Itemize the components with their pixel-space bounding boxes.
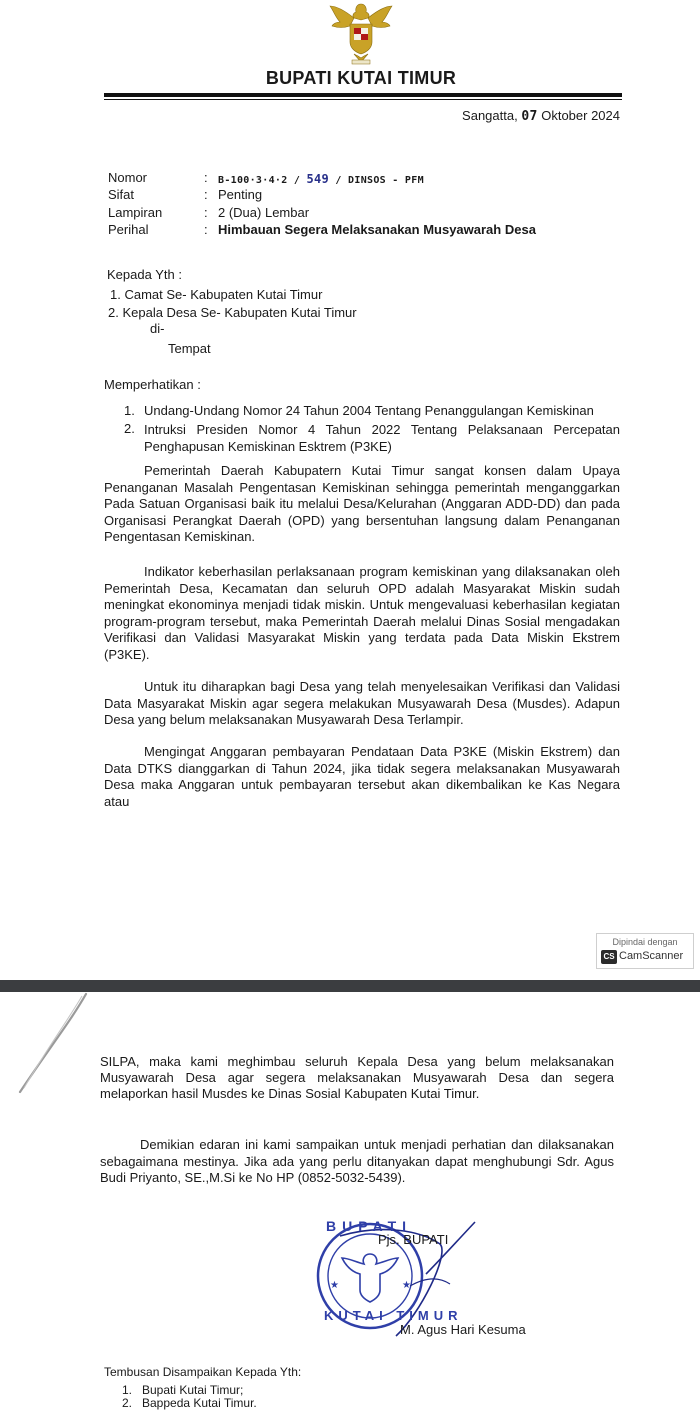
header-rule-thin bbox=[104, 99, 622, 100]
recipient-place: Tempat bbox=[168, 341, 211, 356]
meta-colon: : bbox=[204, 187, 208, 202]
signer-name: M. Agus Hari Kesuma bbox=[400, 1322, 526, 1337]
stamp-text-bottom: KUTAI TIMUR bbox=[324, 1308, 463, 1323]
page-divider bbox=[0, 980, 700, 992]
garuda-emblem-icon bbox=[326, 0, 396, 68]
header-rule-thick bbox=[104, 93, 622, 97]
cc-num: 1. bbox=[122, 1383, 133, 1397]
meta-value-perihal: Himbauan Segera Melaksanakan Musyawarah Desa bbox=[218, 222, 536, 237]
meta-colon: : bbox=[204, 205, 208, 220]
svg-text:★: ★ bbox=[330, 1280, 339, 1291]
handwritten-day: 07 bbox=[521, 109, 538, 124]
considering-item: Intruksi Presiden Nomor 4 Tahun 2022 Tentang Pelaksanaan Percepatan Penghapusan Kemiskinan Esktrem (P3KE) bbox=[144, 422, 620, 454]
cc-item: Bupati Kutai Timur; bbox=[142, 1383, 244, 1397]
place-date: Sangatta, 07 Oktober 2024 bbox=[462, 108, 620, 124]
considering-item: Undang-Undang Nomor 24 Tahun 2004 Tentang Penanggulangan Kemiskinan bbox=[144, 403, 594, 418]
stamp-text-top: BUPATI bbox=[326, 1218, 413, 1234]
closing-paragraph: Demikian edaran ini kami sampaikan untuk menjadi perhatian dan dilaksanakan sebagaimana mestinya. Jika ada yang perlu ditanyakan dapat menghubungi Sdr. Agus Budi Priyanto, SE.,M.Si ke No HP (0852-5032-5439). bbox=[100, 1137, 614, 1185]
recipient-item: 2. Kepala Desa Se- Kabupaten Kutai Timur bbox=[108, 305, 357, 320]
meta-value-lampiran: 2 (Dua) Lembar bbox=[218, 205, 310, 220]
meta-value-nomor: B-100·3·4·2 / 549 / DINSOS - PFM bbox=[218, 172, 424, 186]
scan-artifact-stroke-icon bbox=[10, 992, 90, 1102]
considering-num: 1. bbox=[124, 403, 135, 418]
meta-label-nomor: Nomor bbox=[108, 170, 148, 185]
continuation-paragraph: SILPA, maka kami meghimbau seluruh Kepala Desa yang belum melaksanakan Musyawarah Desa agar segera melaksanakan Musyawarah Desa dan segera melaporkan hasil Musdes ke Dinas Sosial Kabupaten Kutai Timur. bbox=[100, 1054, 614, 1101]
body-paragraph: Untuk itu diharapkan bagi Desa yang telah menyelesaikan Verifikasi dan Validasi Data Masyarakat Miskin agar segera melakukan Musyawarah Desa (Musdes). Adapun Desa yang belum melaksanakan Musyawarah Desa Terlampir. bbox=[104, 679, 620, 727]
svg-text:★: ★ bbox=[402, 1280, 411, 1291]
signer-title: Pjs. BUPATI bbox=[378, 1232, 449, 1247]
body-paragraph: Pemerintah Daerah Kabupatern Kutai Timur sangat konsen dalam Upaya Penanganan Masalah Pengentasan Kemiskinan sehingga pemerintah menganggarkan Pada Satuan Organisasi baik itu melalui Desa/Kelurahan (Anggaran ADD-DD) dan pada Organisasi Perangkat Daerah (OPD) yang bersentuhan langsung dalam Penanganan Pengentasan Kemiskinan. bbox=[104, 463, 620, 544]
camscanner-name: CamScanner bbox=[619, 950, 684, 962]
meta-label-perihal: Perihal bbox=[108, 222, 149, 237]
considering-heading: Memperhatikan : bbox=[104, 377, 201, 392]
cc-heading: Tembusan Disampaikan Kepada Yth: bbox=[104, 1365, 302, 1379]
recipient-heading: Kepada Yth : bbox=[107, 267, 182, 282]
camscanner-logo-icon: CS bbox=[601, 950, 617, 964]
camscanner-badge bbox=[596, 933, 694, 969]
meta-label-lampiran: Lampiran bbox=[108, 205, 163, 220]
considering-num: 2. bbox=[124, 421, 135, 436]
meta-colon: : bbox=[204, 170, 208, 185]
letter-heading: BUPATI KUTAI TIMUR bbox=[265, 68, 457, 88]
recipient-item: 1. Camat Se- Kabupaten Kutai Timur bbox=[110, 287, 323, 302]
camscanner-caption: Dipindai dengan bbox=[612, 937, 678, 947]
meta-colon: : bbox=[204, 222, 208, 237]
letter-page-2 bbox=[0, 992, 700, 1412]
cc-num: 2. bbox=[122, 1396, 133, 1410]
recipient-di: di- bbox=[150, 321, 165, 336]
meta-label-sifat: Sifat bbox=[108, 187, 135, 202]
body-paragraph: Mengingat Anggaran pembayaran Pendataan Data P3KE (Miskin Ekstrem) dan Data DTKS dianggarkan di Tahun 2024, jika tidak segera melaksanakan Musyawarah Desa maka Anggaran untuk pembayaran tersebut akan dikembalikan ke Kas Negara atau bbox=[104, 744, 620, 809]
body-paragraph: Indikator keberhasilan perlaksanaan program kemiskinan yang dilaksanakan oleh Pemerintah Desa, Kecamatan dan seluruh OPD adalah Masyarakat Miskin sudah meningkat ekonominya menjadi tidak miskin. Untuk mengevaluasi keberhasilan kegiatan program-program tersebut, maka Pemerintah Daerah melalui Dinas Sosial mengadakan Verifikasi dan Validasi Masyarakat Miskin yang terdata pada Data Miskin Ekstrem (P3KE). bbox=[104, 564, 620, 662]
meta-value-sifat: Penting bbox=[218, 187, 263, 202]
cc-item: Bappeda Kutai Timur. bbox=[142, 1396, 257, 1410]
